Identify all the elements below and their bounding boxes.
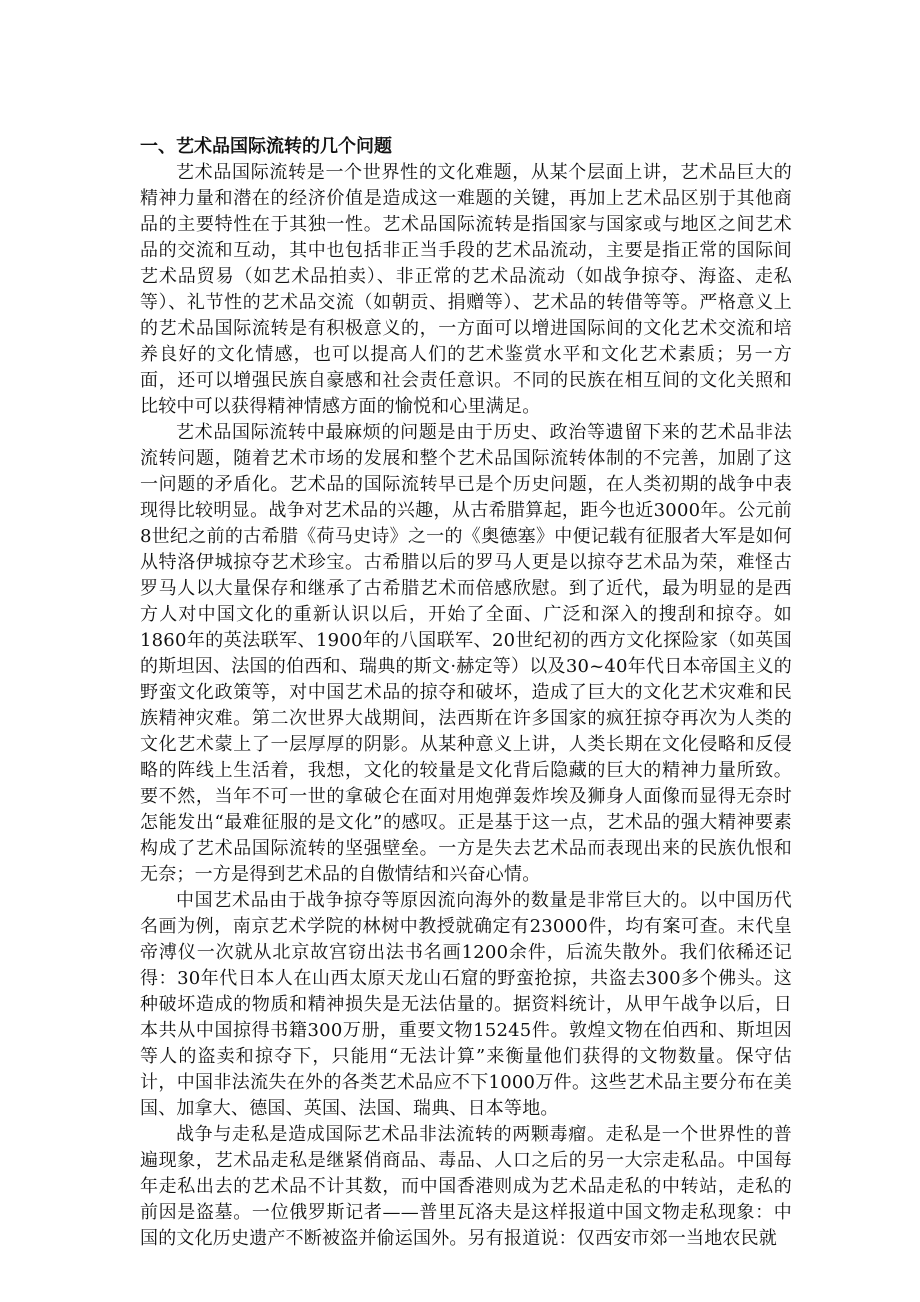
section-heading: 一、艺术品国际流转的几个问题 xyxy=(140,136,392,157)
paragraph-intro: 艺术品国际流转是一个世界性的文化难题，从某个层面上讲，艺术品巨大的精神力量和潜在的经济价值是造成这一难题的关键，再加上艺术品区别于其他商品的主要特性在于其独一性。艺术品国际流转是指国家与国家或与地区之间艺术品的交流和互动，其中也包括非正当手段的艺术品流动，主要是指正常的国际间艺术品贸易（如艺术品拍卖）、非正常的艺术品流动（如战争掠夺、海盗、走私等）、礼节性的艺术品交流（如朝贡、捐赠等）、艺术品的转借等等。严格意义上的艺术品国际流转是有积极意义的，一方面可以增进国际间的文化艺术交流和培养良好的文化情感，也可以提高人们的艺术鉴赏水平和文化艺术素质；另一方面，还可以增强民族自豪感和社会责任意识。不同的民族在相互间的文化关照和比较中可以获得精神情感方面的愉悦和心里满足。 xyxy=(140,162,792,417)
document-page xyxy=(140,134,792,1252)
paragraph-overseas: 中国艺术品由于战争掠夺等原因流向海外的数量是非常巨大的。以中国历代名画为例，南京艺术学院的林树中教授就确定有23000件，均有案可查。末代皇帝溥仪一次就从北京故宫窃出法书名画1200余件，后流失散外。我们依稀还记得：30年代日本人在山西太原天龙山石窟的野蛮抢掠，共盗去300多个佛头。这种破坏造成的物质和精神损失是无法估量的。据资料统计，从甲午战争以后，日本共从中国掠得书籍300万册，重要文物15245件。敦煌文物在伯西和、斯坦因等人的盗卖和掠夺下，只能用“无法计算”来衡量他们获得的文物数量。保守估计，中国非法流失在外的各类艺术品应不下1000万件。这些艺术品主要分布在美国、加拿大、德国、英国、法国、瑞典、日本等地。 xyxy=(140,890,792,1119)
paragraph-smuggling: 战争与走私是造成国际艺术品非法流转的两颗毒瘤。走私是一个世界性的普遍现象，艺术品走私是继紧俏商品、毒品、人口之后的另一大宗走私品。中国每年走私出去的艺术品不计其数，而中国香港则成为艺术品走私的中转站，走私的前因是盗墓。一位俄罗斯记者——普里瓦洛夫是这样报道中国文物走私现象：中国的文化历史遗产不断被盗并偷运国外。另有报道说：仅西安市郊一当地农民就 xyxy=(140,1124,792,1249)
paragraph-history: 艺术品国际流转中最麻烦的问题是由于历史、政治等遗留下来的艺术品非法流转问题，随着艺术市场的发展和整个艺术品国际流转体制的不完善，加剧了这一问题的矛盾化。艺术品的国际流转早已是个历史问题，在人类初期的战争中表现得比较明显。战争对艺术品的兴趣，从古希腊算起，距今也近3000年。公元前8世纪之前的古希腊《荷马史诗》之一的《奥德塞》中便记载有征服者大军是如何从特洛伊城掠夺艺术珍宝。古希腊以后的罗马人更是以掠夺艺术品为荣，难怪古罗马人以大量保存和继承了古希腊艺术而倍感欣慰。到了近代，最为明显的是西方人对中国文化的重新认识以后，开始了全面、广泛和深入的搜刮和掠夺。如1860年的英法联军、1900年的八国联军、20世纪初的西方文化探险家（如英国的斯坦因、法国的伯西和、瑞典的斯文·赫定等）以及30~40年代日本帝国主义的野蛮文化政策等，对中国艺术品的掠夺和破坏，造成了巨大的文化艺术灾难和民族精神灾难。第二次世界大战期间，法西斯在许多国家的疯狂掠夺再次为人类的文化艺术蒙上了一层厚厚的阴影。从某种意义上讲，人类长期在文化侵略和反侵略的阵线上生活着，我想，文化的较量是文化背后隐藏的巨大的精神力量所致。要不然，当年不可一世的拿破仑在面对用炮弹轰炸埃及狮身人面像而显得无奈时怎能发出“最难征服的是文化”的感叹。正是基于这一点，艺术品的强大精神要素构成了艺术品国际流转的坚强壁垒。一方是失去艺术品而表现出来的民族仇恨和无奈；一方是得到艺术品的自傲情结和兴奋心情。 xyxy=(140,422,792,885)
